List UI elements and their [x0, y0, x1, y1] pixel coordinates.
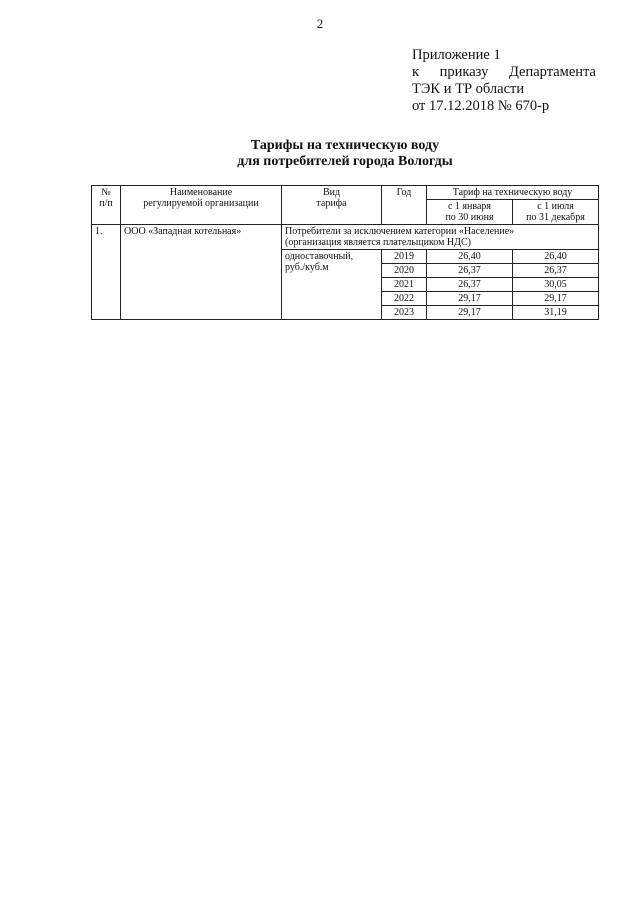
header-organization: Наименование регулируемой организации: [121, 186, 282, 225]
tariff-first-half: 29,17: [427, 306, 513, 320]
page-number: 2: [316, 16, 324, 31]
header-period-2: с 1 июля по 31 декабря: [513, 200, 599, 225]
appendix-word: Департамента: [508, 64, 596, 80]
year-cell: 2021: [382, 278, 427, 292]
header-tariff-type: Вид тарифа: [282, 186, 382, 225]
appendix-order-line: [412, 64, 596, 81]
tariff-first-half: 26,37: [427, 264, 513, 278]
appendix-word: приказу: [439, 64, 489, 80]
tariff-second-half: 30,05: [513, 278, 599, 292]
year-cell: 2019: [382, 250, 427, 264]
appendix-word: к: [412, 64, 420, 80]
tariff-second-half: 26,40: [513, 250, 599, 264]
header-tariff: Тариф на техническую воду: [427, 186, 599, 200]
table-row: [92, 225, 599, 250]
row-tariff-type: одноставочный, руб./куб.м: [282, 250, 382, 320]
document-title: [0, 138, 640, 170]
row-organization: ООО «Западная котельная»: [121, 225, 282, 320]
tariff-second-half: 31,19: [513, 306, 599, 320]
year-cell: 2023: [382, 306, 427, 320]
row-consumer-category: Потребители за исключением категории «Население» (организация является плательщиком НДС): [282, 225, 599, 250]
tariff-first-half: 26,37: [427, 278, 513, 292]
title-line-2: для потребителей города Вологды: [237, 154, 453, 169]
header-number: № п/п: [92, 186, 121, 225]
tariff-second-half: 29,17: [513, 292, 599, 306]
tariff-first-half: 29,17: [427, 292, 513, 306]
tariff-table: [91, 185, 599, 320]
table-header-row: [92, 186, 599, 200]
header-period-1: с 1 января по 30 июня: [427, 200, 513, 225]
tariff-first-half: 26,40: [427, 250, 513, 264]
year-cell: 2020: [382, 264, 427, 278]
appendix-date: от 17.12.2018 № 670-р: [412, 98, 550, 114]
appendix-department: ТЭК и ТР области: [412, 81, 525, 97]
row-number: 1.: [92, 225, 121, 320]
appendix-title: Приложение 1: [412, 47, 501, 63]
appendix-block: [412, 47, 596, 115]
title-line-1: Тарифы на техническую воду: [250, 138, 440, 153]
header-year: Год: [382, 186, 427, 225]
tariff-second-half: 26,37: [513, 264, 599, 278]
year-cell: 2022: [382, 292, 427, 306]
